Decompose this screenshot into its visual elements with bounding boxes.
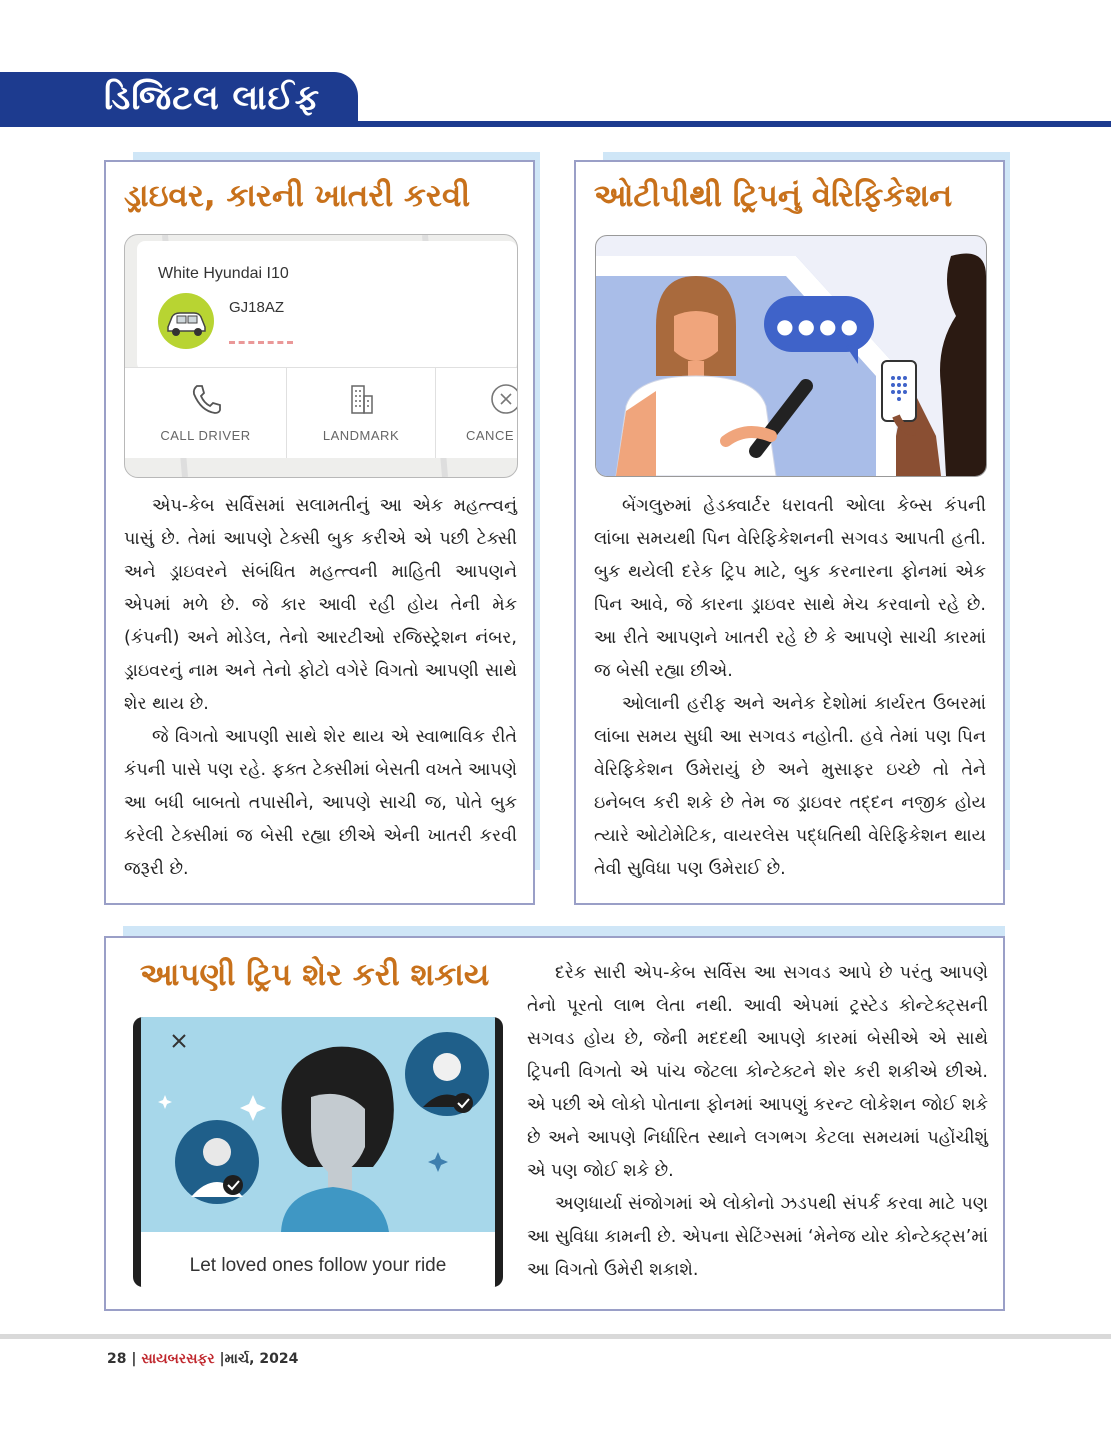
trip-share-illustration xyxy=(133,1017,503,1287)
otp-dots: ●●●● xyxy=(776,314,862,338)
footer-rule xyxy=(0,1334,1111,1339)
box3-paragraph: દરેક સારી એપ-કેબ સર્વિસ આ સગવડ આપે છે પરંતુ આપણે તેનો પૂરતો લાભ લેતા નથી. આવી એપમાં ટ્રસ્ટેડ કોન્ટેક્ટ્સની સગવડ હોય છે, જેની મદદથી આપણે કારમાં બેસીએ એ સાથે ટ્રિપની વિગતો એ પાંચ જેટલા કોન્ટેક્ટને શેર કરી શકીએ છીએ. એ પછી એ લોકો પોતાના ફોનમાં આપણું કરન્ટ લોકેશન જોઈ શકે છે અને આપણે નિર્ધારિત સ્થાને લગભગ કેટલા સમયમાં પહોંચીશું એ પણ જોઈ શકે છે. xyxy=(527,963,988,1181)
car-icon xyxy=(158,293,214,349)
footer-separator: | xyxy=(131,1351,137,1367)
box1-paragraph: જે વિગતો આપણી સાથે શેર થાય એ સ્વાભાવિક રીતે કંપની પાસે પણ રહે. ફક્ત ટેક્સીમાં બેસતી વખતે આપણે આ બધી બાબતો તપાસીને, આપણે સાચી જ, પોતે બુક કરેલી ટેક્સીમાં જ બેસી રહ્યા છીએ એની ખાતરી કરવી જરૂરી છે. xyxy=(124,727,517,879)
landmark-button[interactable] xyxy=(287,368,436,458)
cancel-label: CANCE xyxy=(466,428,515,443)
issue-date: માર્ચ, 2024 xyxy=(224,1351,299,1367)
share-caption: Let loved ones follow your ride xyxy=(189,1255,447,1276)
phone-icon xyxy=(189,382,223,416)
driver-info-card xyxy=(137,241,517,371)
building-icon xyxy=(344,382,378,416)
box1-body xyxy=(124,490,517,886)
ride-actions xyxy=(125,367,517,458)
cancel-icon xyxy=(489,382,517,416)
box3-paragraph: અણધાર્યા સંજોગમાં એ લોકોનો ઝડપથી સંપર્ક કરવા માટે પણ આ સુવિધા કામની છે. એપના સેટિંગ્સમાં ‘મેનેજ યોર કોન્ટેક્ટ્સ’માં આ વિગતો ઉમેરી શકાશે. xyxy=(527,1194,988,1280)
otp-illustration xyxy=(595,235,987,477)
box1-paragraph: એપ-કેબ સર્વિસમાં સલામતીનું આ એક મહત્ત્વનું પાસું છે. તેમાં આપણે ટેક્સી બુક કરીએ એ પછી ટેક્સી અને ડ્રાઇવરને સંબંધિત મહત્ત્વની માહિતી આપણને એપમાં મળે છે. જે કાર આવી રહી હોય તેની મેક (કંપની) અને મોડેલ, તેનો આરટીઓ રજિસ્ટ્રેશન નંબર, ડ્રાઇવરનું નામ અને તેનો ફોટો વગેરે વિગતો આપણી સાથે શેર થાય છે. xyxy=(124,496,517,714)
magazine-name: સાયબરસફર xyxy=(141,1351,215,1367)
box2-title: ઓટીપીથી ટ્રિપનું વેરિફિકેશન xyxy=(594,178,953,214)
box3-body xyxy=(527,957,988,1287)
share-ride-art xyxy=(133,1017,503,1287)
cancel-button[interactable] xyxy=(436,368,517,458)
box1-title: ડ્રાઇવર, કારની ખાતરી કરવી xyxy=(124,178,471,214)
car-plate: GJ18AZ xyxy=(229,299,285,316)
plate-redacted xyxy=(229,323,293,344)
landmark-label: LANDMARK xyxy=(322,428,400,443)
driver-passenger-illustration xyxy=(596,236,986,476)
box2-paragraph: બેંગલુરુમાં હેડક્વાર્ટર ધરાવતી ઓલા કેબ્સ કંપની લાંબા સમયથી પિન વેરિફિકેશનની સગવડ આપતી હતી. બુક થયેલી દરેક ટ્રિપ માટે, બુક કરનારના ફોનમાં એક પિન આવે, જે કારના ડ્રાઇવર સાથે મેચ કરવાનો રહે છે. આ રીતે આપણને ખાતરી રહે છે કે આપણે સાચી કારમાં જ બેસી રહ્યા છીએ. xyxy=(594,496,986,681)
footer-separator: | xyxy=(219,1351,225,1367)
box2-paragraph: ઓલાની હરીફ અને અનેક દેશોમાં કાર્યરત ઉબરમાં લાંબા સમય સુધી આ સગવડ નહોતી. હવે તેમાં પણ પિન વેરિફિકેશન ઉમેરાયું છે અને મુસાફર ઇચ્છે તો તેને ઇનેબલ કરી શકે છે તેમ જ ડ્રાઇવર તદ્દન નજીક હોય ત્યારે ઓટોમેટિક, વાયરલેસ પદ્ધતિથી વેરિફિકેશન થાય તેવી સુવિધા પણ ઉમેરાઈ છે. xyxy=(594,694,986,879)
ride-card-screenshot xyxy=(124,234,518,478)
car-avatar xyxy=(158,293,214,349)
section-title: ડિજિટલ લાઈફ xyxy=(104,78,321,118)
call-driver-button[interactable] xyxy=(125,368,287,458)
box2-body xyxy=(594,490,986,886)
box3-title: આપણી ટ્રિપ શેર કરી શકાય xyxy=(140,957,490,993)
page-footer xyxy=(107,1351,298,1367)
car-model: White Hyundai I10 xyxy=(158,265,289,282)
page-number: 28 xyxy=(107,1351,127,1367)
call-driver-label: CALL DRIVER xyxy=(160,428,251,443)
